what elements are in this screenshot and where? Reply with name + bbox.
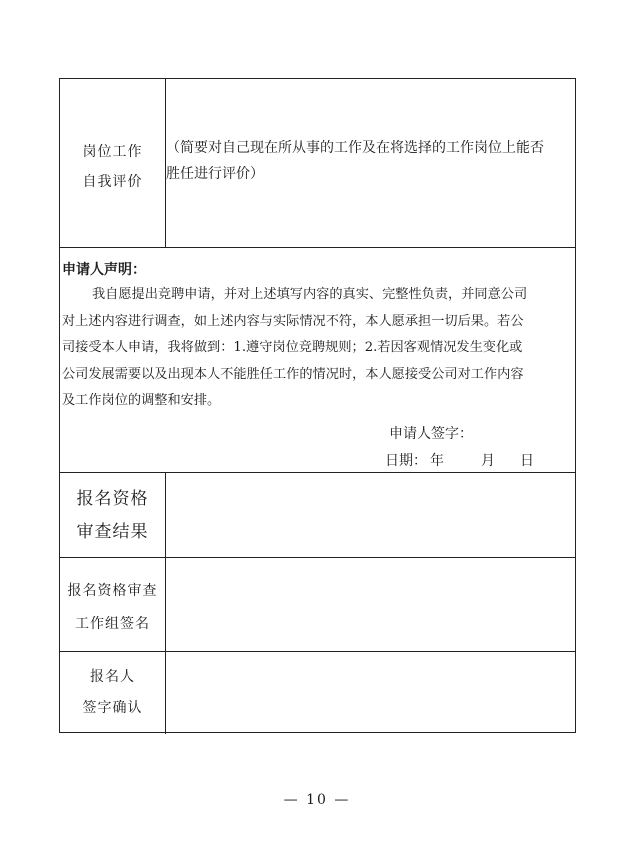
self-eval-content-line1: （简要对自己现在所从事的工作及在将选择的工作岗位上能否	[166, 140, 544, 156]
declaration-title: 申请人声明：	[62, 262, 146, 278]
declaration-line: 司接受本人申请，我将做到：1.遵守岗位竞聘规则；2.若因客观情况发生变化或	[62, 340, 523, 355]
declaration-line: 公司发展需要以及出现本人不能胜任工作的情况时，本人愿接受公司对工作内容	[62, 366, 524, 382]
review-result-label-line1: 报名资格	[76, 489, 149, 509]
review-result-label-line2: 审查结果	[76, 522, 149, 542]
day-label[interactable]: 日	[520, 453, 534, 469]
declaration-line: 及工作岗位的调整和安排。	[62, 393, 221, 408]
declaration-body	[62, 282, 574, 415]
review-group-label-line1: 报名资格审查	[67, 583, 158, 599]
application-form-table	[59, 78, 576, 733]
applicant-confirm-label-line1: 报名人	[90, 669, 135, 685]
self-eval-content-line2: 胜任进行评价）	[166, 166, 264, 182]
declaration-line: 对上述内容进行调查，如上述内容与实际情况不符，本人愿承担一切后果。若公	[62, 313, 524, 329]
page-number: — 10 —	[283, 792, 351, 808]
self-eval-label-line2: 自我评价	[82, 174, 143, 190]
row-separator-1	[60, 247, 575, 248]
declaration-line: 我自愿提出竞聘申请，并对上述填写内容的真实、完整性负责，并同意公司	[92, 287, 528, 302]
review-group-label-line2: 工作组签名	[75, 616, 150, 632]
self-eval-content[interactable]	[166, 135, 576, 187]
date-label: 日期：	[385, 453, 427, 469]
applicant-confirm-signature-field[interactable]	[166, 652, 576, 732]
self-eval-label-line1: 岗位工作	[82, 144, 143, 160]
review-group-signature-field[interactable]	[166, 558, 576, 651]
applicant-confirm-label	[60, 662, 165, 724]
applicant-confirm-label-line2: 签字确认	[82, 700, 143, 716]
review-group-label	[60, 575, 165, 641]
review-result-label	[60, 483, 165, 549]
applicant-signature-label[interactable]: 申请人签字：	[389, 426, 473, 442]
month-label[interactable]: 月	[481, 453, 495, 469]
year-label[interactable]: 年	[430, 453, 444, 469]
review-result-field[interactable]	[166, 473, 576, 557]
self-eval-label	[60, 137, 165, 197]
